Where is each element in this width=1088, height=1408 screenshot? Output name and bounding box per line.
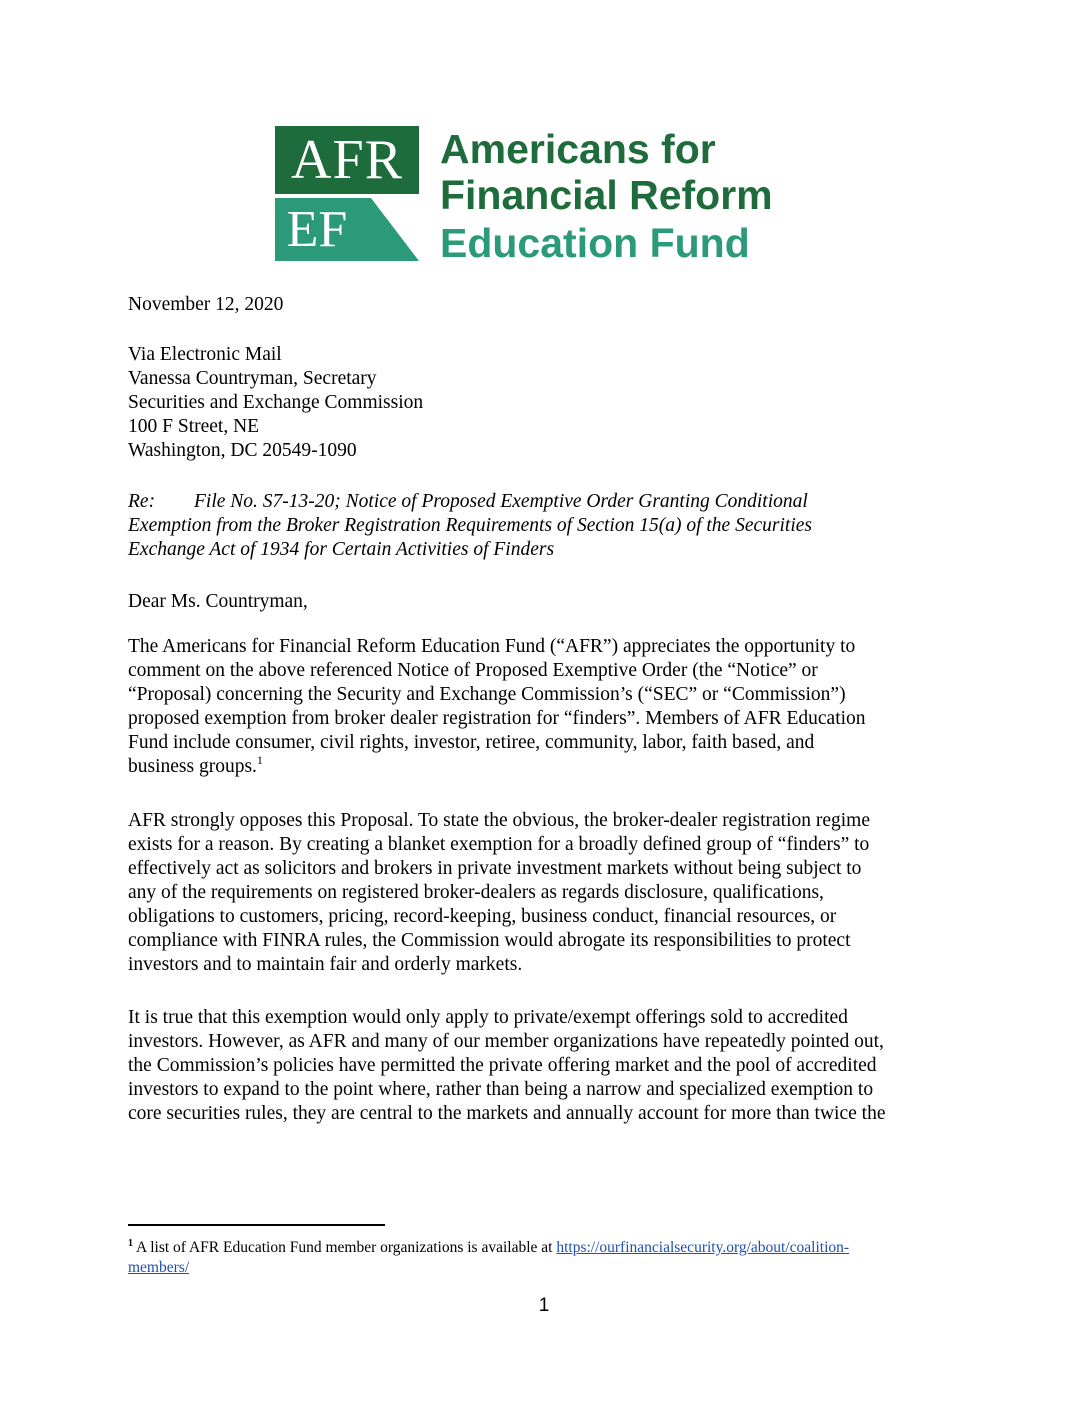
footnote-reference[interactable]: 1	[256, 753, 263, 767]
paragraph-3	[128, 1006, 968, 1126]
text-line: business groups.	[128, 756, 257, 777]
subject-line	[128, 490, 968, 562]
text-line: compliance with FINRA rules, the Commission would abrogate its responsibilities to protect	[128, 930, 851, 951]
text-line: the Commission’s policies have permitted the private offering market and the pool of accredited	[128, 1055, 877, 1076]
re-line: Exchange Act of 1934 for Certain Activities of Finders	[128, 539, 555, 560]
footnote	[128, 1238, 968, 1278]
logo-line-3: Education Fund	[440, 220, 750, 266]
address-line: Washington, DC 20549-1090	[128, 440, 357, 461]
logo-notch	[371, 198, 419, 261]
paragraph-2	[128, 809, 968, 977]
text-line: investors. However, as AFR and many of our member organizations have repeatedly pointed out,	[128, 1031, 884, 1052]
text-line: investors to expand to the point where, rather than being a narrow and specialized exemption to	[128, 1079, 874, 1100]
text-line: The Americans for Financial Reform Education Fund (“AFR”) appreciates the opportunity to	[128, 636, 856, 657]
address-line: Vanessa Countryman, Secretary	[128, 368, 377, 389]
footnote-divider	[128, 1224, 385, 1226]
logo-ef-text: EF	[286, 201, 348, 258]
recipient-address	[128, 343, 968, 463]
text-line: proposed exemption from broker dealer registration for “finders”. Members of AFR Education	[128, 708, 866, 729]
text-line: AFR strongly opposes this Proposal. To state the obvious, the broker-dealer registration regime	[128, 810, 871, 831]
letter-date: November 12, 2020	[128, 294, 284, 315]
text-line: It is true that this exemption would only apply to private/exempt offerings sold to accredited	[128, 1007, 848, 1028]
text-line: effectively act as solicitors and brokers in private investment markets without being subject to	[128, 858, 862, 879]
page-number: 1	[538, 1295, 550, 1316]
address-line: Via Electronic Mail	[128, 344, 282, 365]
footnote-marker: 1	[128, 1238, 133, 1249]
text-line: Fund include consumer, civil rights, investor, retiree, community, labor, faith based, and	[128, 732, 815, 753]
text-line: any of the requirements on registered broker-dealers as regards disclosure, qualifications,	[128, 882, 824, 903]
paragraph-1	[128, 635, 968, 779]
re-line: Exemption from the Broker Registration Requirements of Section 15(a) of the Securities	[128, 515, 812, 536]
afr-ef-logo	[275, 126, 805, 266]
text-line: exists for a reason. By creating a blanket exemption for a broadly defined group of “finders” to	[128, 834, 870, 855]
logo-afr-box: AFR	[275, 126, 419, 194]
re-label: Re:	[128, 491, 156, 512]
logo-ef-box	[275, 198, 419, 261]
re-line: File No. S7-13-20; Notice of Proposed Exemptive Order Granting Conditional	[194, 491, 808, 512]
text-line: obligations to customers, pricing, record-keeping, business conduct, financial resources, or	[128, 906, 837, 927]
logo-line-2: Financial Reform	[440, 172, 773, 218]
footnote-link[interactable]: https://ourfinancialsecurity.org/about/coalition-	[556, 1239, 850, 1256]
address-line: Securities and Exchange Commission	[128, 392, 424, 413]
logo-line-1: Americans for	[440, 126, 716, 172]
text-line: comment on the above referenced Notice of Proposed Exemptive Order (the “Notice” or	[128, 660, 818, 681]
text-line: investors and to maintain fair and orderly markets.	[128, 954, 523, 975]
address-line: 100 F Street, NE	[128, 416, 260, 437]
footnote-link-continued[interactable]: members/	[128, 1259, 190, 1276]
text-line: core securities rules, they are central to the markets and annually account for more than twice the	[128, 1103, 886, 1124]
footnote-text: A list of AFR Education Fund member organizations is available at	[133, 1239, 557, 1256]
salutation: Dear Ms. Countryman,	[128, 591, 308, 612]
text-line: “Proposal) concerning the Security and Exchange Commission’s (“SEC” or “Commission”)	[128, 684, 846, 705]
